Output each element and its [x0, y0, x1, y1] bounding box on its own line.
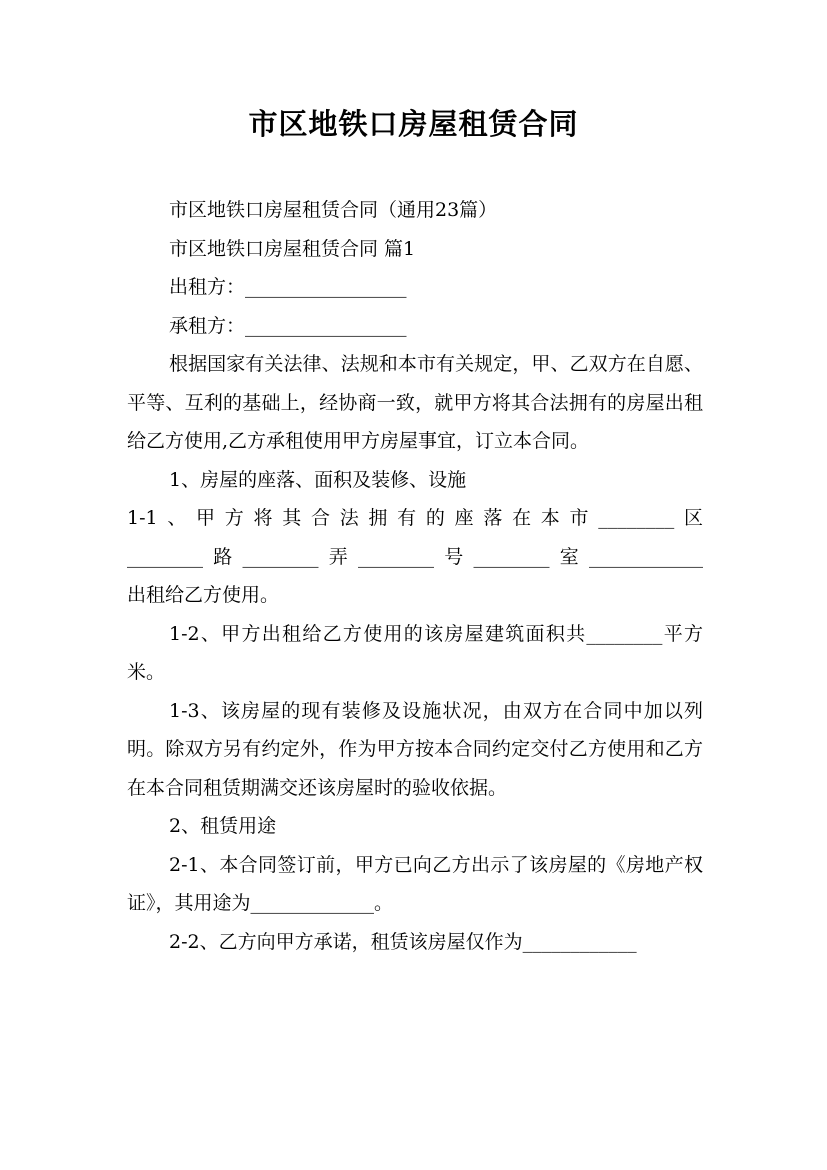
lessee-line: 承租方：_________________ [169, 314, 407, 337]
clause-1-1-line-1: 1-1、甲方将其合法拥有的座落在本市________区 [127, 507, 703, 529]
clause-1-1-line-2: ________路________弄________号________室____________ [127, 545, 703, 568]
intro-paragraph: 根据国家有关法律、法规和本市有关规定，甲、乙双方在自愿、平等、互利的基础上，经协商一致，就甲方将其合法拥有的房屋出租给乙方使用,乙方承租使用甲方房屋事宜，订立本合同。 [127, 353, 703, 452]
clause-2-2: 2-2、乙方向甲方承诺，租赁该房屋仅作为____________ [169, 930, 637, 953]
subtitle: 市区地铁口房屋租赁合同（通用23篇） [169, 199, 498, 221]
clause-2-1: 2-1、本合同签订前，甲方已向乙方出示了该房屋的《房地产权证》，其用途为_____________。 [127, 853, 703, 914]
document-body [127, 191, 703, 961]
section-heading: 市区地铁口房屋租赁合同 篇1 [169, 237, 416, 260]
clause-1-3: 1-3、该房屋的现有装修及设施状况，由双方在合同中加以列明。除双方另有约定外，作为甲方按本合同约定交付乙方使用和乙方在本合同租赁期满交还该房屋时的验收依据。 [127, 699, 703, 799]
clause-2-heading: 2、租赁用途 [169, 815, 277, 837]
clause-1-2: 1-2、甲方出租给乙方使用的该房屋建筑面积共________平方米。 [127, 622, 703, 683]
clause-1-heading: 1、房屋的座落、面积及装修、设施 [169, 468, 467, 491]
lessor-line: 出租方：_________________ [169, 276, 407, 298]
clause-1-1-line-3: 出租给乙方使用。 [127, 584, 280, 606]
document-title: 市区地铁口房屋租赁合同 [248, 107, 579, 141]
